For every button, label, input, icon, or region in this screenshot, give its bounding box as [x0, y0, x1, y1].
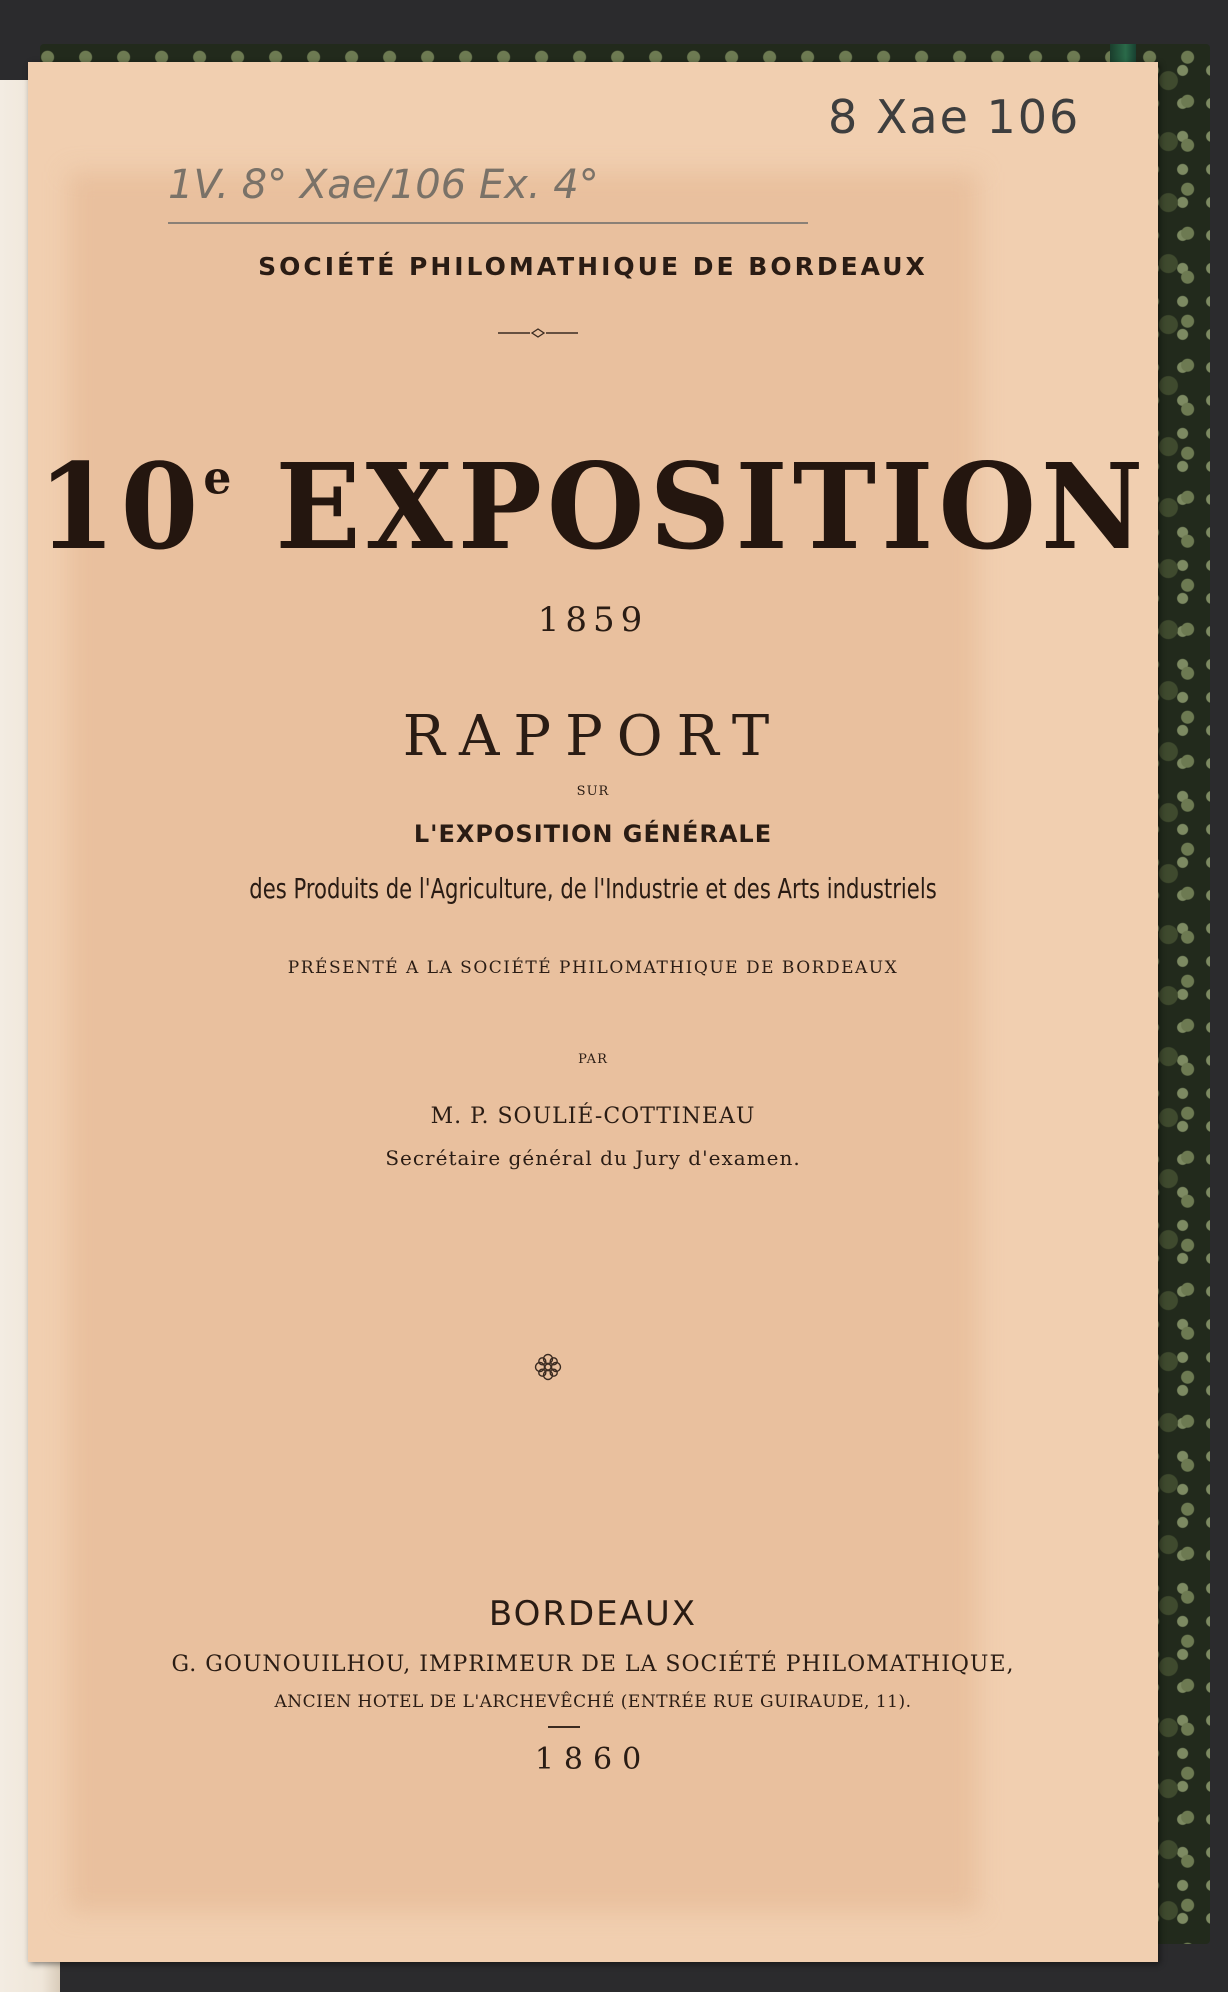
author-name: M. P. SOULIÉ-COTTINEAU — [430, 1104, 756, 1129]
title-page — [28, 62, 1158, 1962]
society-name: SOCIÉTÉ PHILOMATHIQUE DE BORDEAUX — [258, 252, 928, 281]
main-title — [28, 439, 1158, 577]
report-subject: L'EXPOSITION GÉNÉRALE — [413, 820, 773, 848]
report-subject-detail: des Produits de l'Agriculture, de l'Industrie et des Arts industriels — [249, 872, 937, 905]
title-number: 10 — [37, 438, 204, 577]
preposition-sur: SUR — [576, 784, 610, 799]
preposition-par: PAR — [578, 1052, 608, 1067]
imprint-rule — [548, 1726, 580, 1728]
title-word: EXPOSITION — [275, 438, 1149, 577]
exhibition-year: 1859 — [537, 600, 649, 640]
pencil-underline — [168, 222, 808, 224]
imprint-printer: G. GOUNOUILHOU, IMPRIMEUR DE LA SOCIÉTÉ PHILOMATHIQUE, — [171, 1652, 1015, 1677]
handwritten-shelf-mark-new: 8 Xae 106 — [828, 90, 1081, 144]
ornament-divider-icon — [498, 327, 578, 339]
rosette-ornament-icon — [533, 1352, 563, 1382]
presented-to: PRÉSENTÉ A LA SOCIÉTÉ PHILOMATHIQUE DE BORDEAUX — [287, 958, 899, 978]
imprint-city: BORDEAUX — [488, 1594, 698, 1634]
imprint-address: ANCIEN HOTEL DE L'ARCHEVÊCHÉ (ENTRÉE RUE GUIRAUDE, 11). — [274, 1692, 912, 1712]
author-role: Secrétaire général du Jury d'examen. — [385, 1146, 801, 1170]
title-number-suffix: e — [203, 451, 232, 505]
publication-year: 1860 — [534, 1742, 652, 1777]
handwritten-shelf-mark-old: 1V. 8° Xae/106 Ex. 4° — [168, 162, 599, 208]
report-heading: RAPPORT — [402, 704, 784, 769]
